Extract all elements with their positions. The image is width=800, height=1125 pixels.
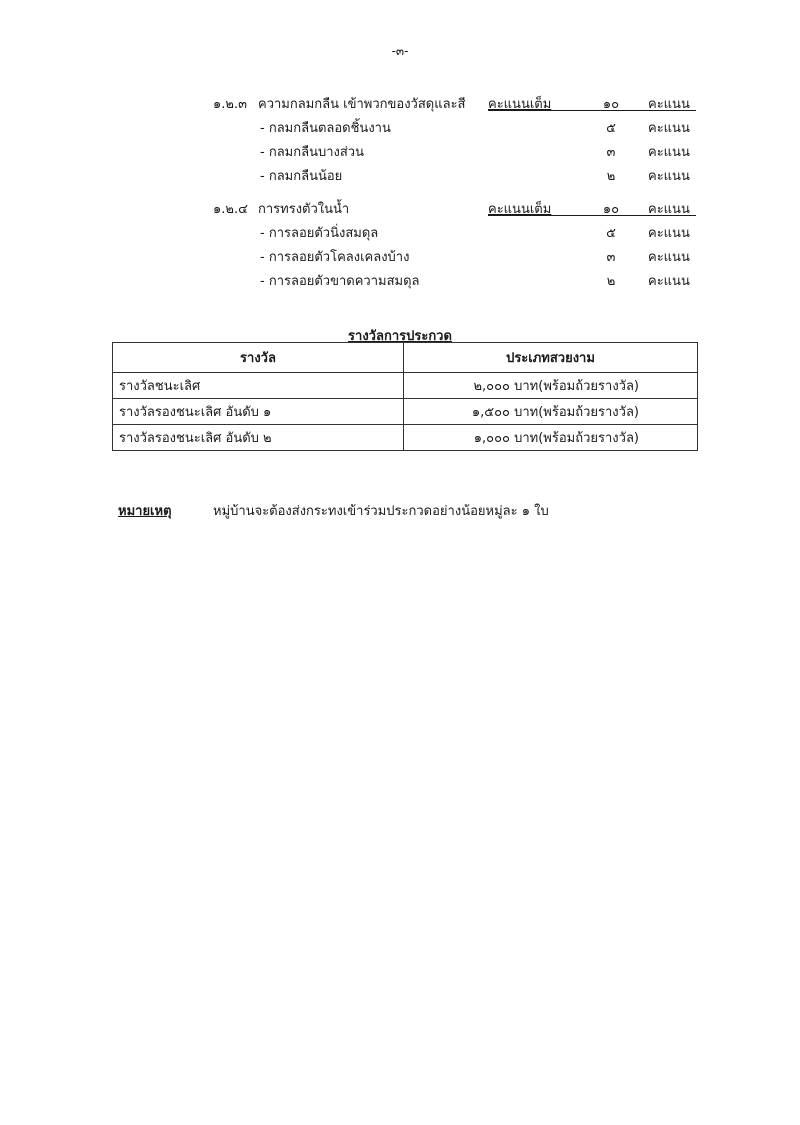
item-label: - การลอยตัวโคลงเคลงบ้าง <box>260 250 410 265</box>
criterion-number: ๑.๒.๔ <box>213 202 248 217</box>
award-cell: รางวัลชนะเลิศ <box>113 373 404 399</box>
underline-divider <box>488 215 696 216</box>
item-unit: คะแนน <box>648 169 690 184</box>
amount-cell: ๑,๕๐๐ บาท(พร้อมถ้วยรางวัล) <box>404 399 698 425</box>
note-text: หมู่บ้านจะต้องส่งกระทงเข้าร่วมประกวดอย่างน้อยหมู่ละ ๑ ใบ <box>213 504 549 519</box>
criterion-number: ๑.๒.๓ <box>213 97 247 112</box>
criterion-item <box>0 117 800 139</box>
item-label: - กลมกลืนบางส่วน <box>260 145 364 160</box>
full-score-label: คะแนนเต็ม <box>488 202 552 217</box>
criterion-title: ความกลมกลืน เข้าพวกของวัสดุและสี <box>258 97 466 112</box>
prize-table <box>112 342 698 451</box>
item-unit: คะแนน <box>648 145 690 160</box>
item-score: ๓ <box>606 250 616 265</box>
note <box>0 500 800 522</box>
item-label: - กลมกลืนน้อย <box>260 169 343 184</box>
item-score: ๕ <box>606 226 616 241</box>
amount-cell: ๒,๐๐๐ บาท(พร้อมถ้วยรางวัล) <box>404 373 698 399</box>
column-header-category: ประเภทสวยงาม <box>404 343 698 373</box>
note-label: หมายเหตุ <box>118 504 172 519</box>
criterion-item <box>0 141 800 163</box>
table-row <box>113 425 698 451</box>
item-unit: คะแนน <box>648 250 690 265</box>
item-score: ๓ <box>606 145 616 160</box>
item-score: ๕ <box>606 121 616 136</box>
underline-divider <box>488 110 696 111</box>
column-header-award: รางวัล <box>113 343 404 373</box>
item-label: - กลมกลืนตลอดชิ้นงาน <box>260 121 391 136</box>
item-unit: คะแนน <box>648 121 690 136</box>
criterion-item <box>0 246 800 268</box>
criterion-header <box>0 198 800 220</box>
criterion-item <box>0 165 800 187</box>
award-cell: รางวัลรองชนะเลิศ อันดับ ๒ <box>113 425 404 451</box>
criterion-item <box>0 222 800 244</box>
amount-cell: ๑,๐๐๐ บาท(พร้อมถ้วยรางวัล) <box>404 425 698 451</box>
item-label: - การลอยตัวนิ่งสมดุล <box>260 226 379 241</box>
criterion-title: การทรงตัวในน้ำ <box>258 202 350 217</box>
full-score-value: ๑๐ <box>602 97 620 112</box>
table-row <box>113 399 698 425</box>
score-unit: คะแนน <box>648 202 690 217</box>
item-score: ๒ <box>606 274 616 289</box>
item-unit: คะแนน <box>648 226 690 241</box>
score-unit: คะแนน <box>648 97 690 112</box>
full-score-value: ๑๐ <box>602 202 620 217</box>
table-header-row <box>113 343 698 373</box>
full-score-label: คะแนนเต็ม <box>488 97 552 112</box>
item-score: ๒ <box>606 169 616 184</box>
criterion-header <box>0 93 800 115</box>
criterion-item <box>0 270 800 292</box>
table-row <box>113 373 698 399</box>
prize-section-title: รางวัลการประกวด <box>348 329 452 344</box>
item-label: - การลอยตัวขาดความสมดุล <box>260 274 420 289</box>
item-unit: คะแนน <box>648 274 690 289</box>
page-number: -๓- <box>391 44 409 58</box>
award-cell: รางวัลรองชนะเลิศ อันดับ ๑ <box>113 399 404 425</box>
